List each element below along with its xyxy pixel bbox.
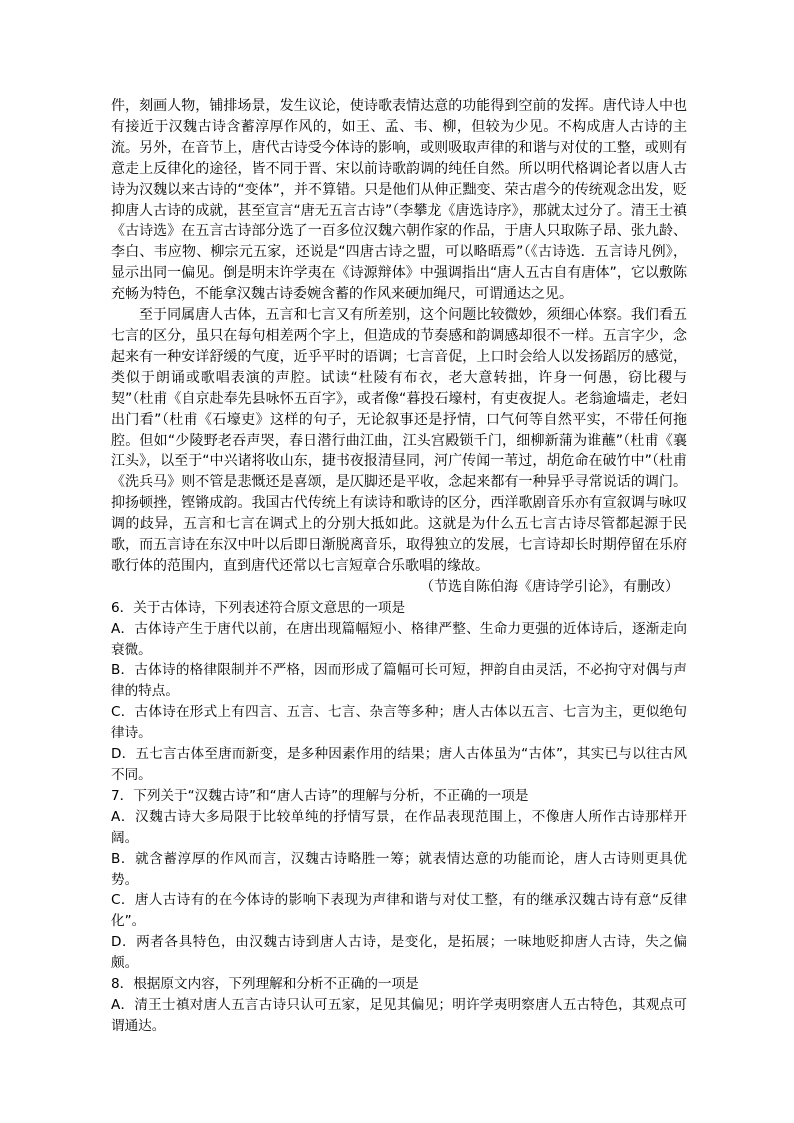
question-option: C．古体诗在形式上有四言、五言、七言、杂言等多种；唐人古体以五言、七言为主，更似绝句律诗。	[111, 704, 687, 742]
question-stem: 7．下列关于“汉魏古诗”和“唐人古诗”的理解与分析，不正确的一项是	[111, 787, 529, 804]
question-option: A．古体诗产生于唐代以前，在唐出现篇幅短小、格律严整、生命力更强的近体诗后，逐渐走向衰微。	[111, 620, 687, 658]
passage-paragraph-1: 件，刻画人物，铺排场景，发生议论，使诗歌表情达意的功能得到空前的发挥。唐代诗人中也有接近于汉魏古诗含蓄淳厚作风的，如王、孟、韦、柳，但较为少见。不构成唐人古诗的主流。另外，在音节上，唐代古诗受今体诗的影响，或则吸取声律的和谐与对仗的工整，或则有意走上反律化的途径，皆不同于晋、宋以前诗歌韵调的纯任自然。所以明代格调论者以唐人古诗为汉魏以来古诗的“变体”，并不算错。只是他们从伸正黜变、荣古虐今的传统观念出发，贬抑唐人古诗的成就，甚至宣言“唐无五言古诗”（李攀龙《唐选诗序》，那就太过分了。清王士禛《古诗选》在五言古诗部分选了一百多位汉魏六朝作家的作品，于唐人只取陈子昂、张九龄、李白、韦应物、柳宗元五家，还说是“四唐古诗之盟，可以略晤焉”（《古诗选．五言诗凡例》，显示出同一偏见。倒是明末许学夷在《诗源辩体》中强调指出“唐人五古自有唐体”，它以敷陈充畅为特色，不能拿汉魏古诗委婉含蓄的作风来硬加绳尺，可谓通达之见。	[111, 98, 687, 303]
passage-source: （节选自陈伯海《唐诗学引论》，有删改）	[420, 578, 679, 595]
question-6	[111, 598, 687, 786]
question-option: A．汉魏古诗大多局限于比较单纯的抒情写景，在作品表现范围上，不像唐人所作古诗那样开阔。	[111, 808, 687, 846]
question-stem: 8．根据原文内容，下列理解和分析不正确的一项是	[111, 976, 419, 993]
question-8	[111, 974, 687, 1037]
question-option: A．清王士禛对唐人五言古诗只认可五家，足见其偏见；明许学夷明察唐人五古特色，其观点可谓通达。	[111, 996, 687, 1034]
document-body	[111, 96, 687, 1037]
question-option: D．两者各具特色，由汉魏古诗到唐人古诗，是变化，是拓展；一味地贬抑唐人古诗，失之偏颇。	[111, 934, 687, 972]
question-option: B．古体诗的格律限制并不严格，因而形成了篇幅可长可短，押韵自由灵活，不必拘守对偶与声律的特点。	[111, 662, 687, 700]
question-stem: 6．关于古体诗，下列表述符合原文意思的一项是	[111, 599, 406, 616]
question-option: D．五七言古体至唐而新变，是多种因素作用的结果；唐人古体虽为“古体”，其实已与以往古风不同。	[111, 746, 687, 783]
passage-paragraph-2: 至于同属唐人古体，五言和七言又有所差别，这个问题比较微妙，须细心体察。我们看五七言的区分，虽只在每句相差两个字上，但造成的节奏感和韵调感却很不一样。五言字少，念起来有一种安详舒缓的气度，近乎平时的语调；七言音促，上口时会给人以发扬蹈厉的感觉，类似于朗诵或歌唱表演的声腔。试读“杜陵有布衣，老大意转拙，许身一何愚，窃比稷与契”（杜甫《自京赴奉先县咏怀五百字》，或者像“暮投石壕村，有吏夜捉人。老翁逾墙走，老妇出门看”（杜甫《石壕吏》这样的句子，无论叙事还是抒情，口气何等自然平实，不带任何拖腔。但如“少陵野老吞声哭，春日潜行曲江曲，江头宫殿锁千门，细柳新蒲为谁蘸”（杜甫《襄江头》，以至于“中兴诸将收山东，捷书夜报清昼同，河广传闻一苇过，胡危命在破竹中”（杜甫《洗兵马》则不管是悲慨还是喜颂，是仄脚还是平收，念起来都有一种异乎寻常说话的调门。抑扬顿挫，铿锵成韵。我国古代传统上有读诗和歌诗的区分，西洋歌剧音乐亦有宣叙调与咏叹调的歧异，五言和七言在调式上的分别大抵如此。这就是为什么五七言古诗尽管都起源于民歌，而五言诗在东汉中叶以后即日渐脱离音乐，取得独立的发展，七言诗却长时期停留在乐府歌行体的范围内，直到唐代还常以七言短章合乐歌唱的缘故。	[111, 307, 687, 574]
question-option: C．唐人古诗有的在今体诗的影响下表现为声律和谐与对仗工整，有的继承汉魏古诗有意“反律化”。	[111, 892, 687, 930]
question-option: B．就含蓄淳厚的作风而言，汉魏古诗略胜一筹；就表情达意的功能而论，唐人古诗则更具优势。	[111, 850, 687, 888]
question-7	[111, 786, 687, 974]
